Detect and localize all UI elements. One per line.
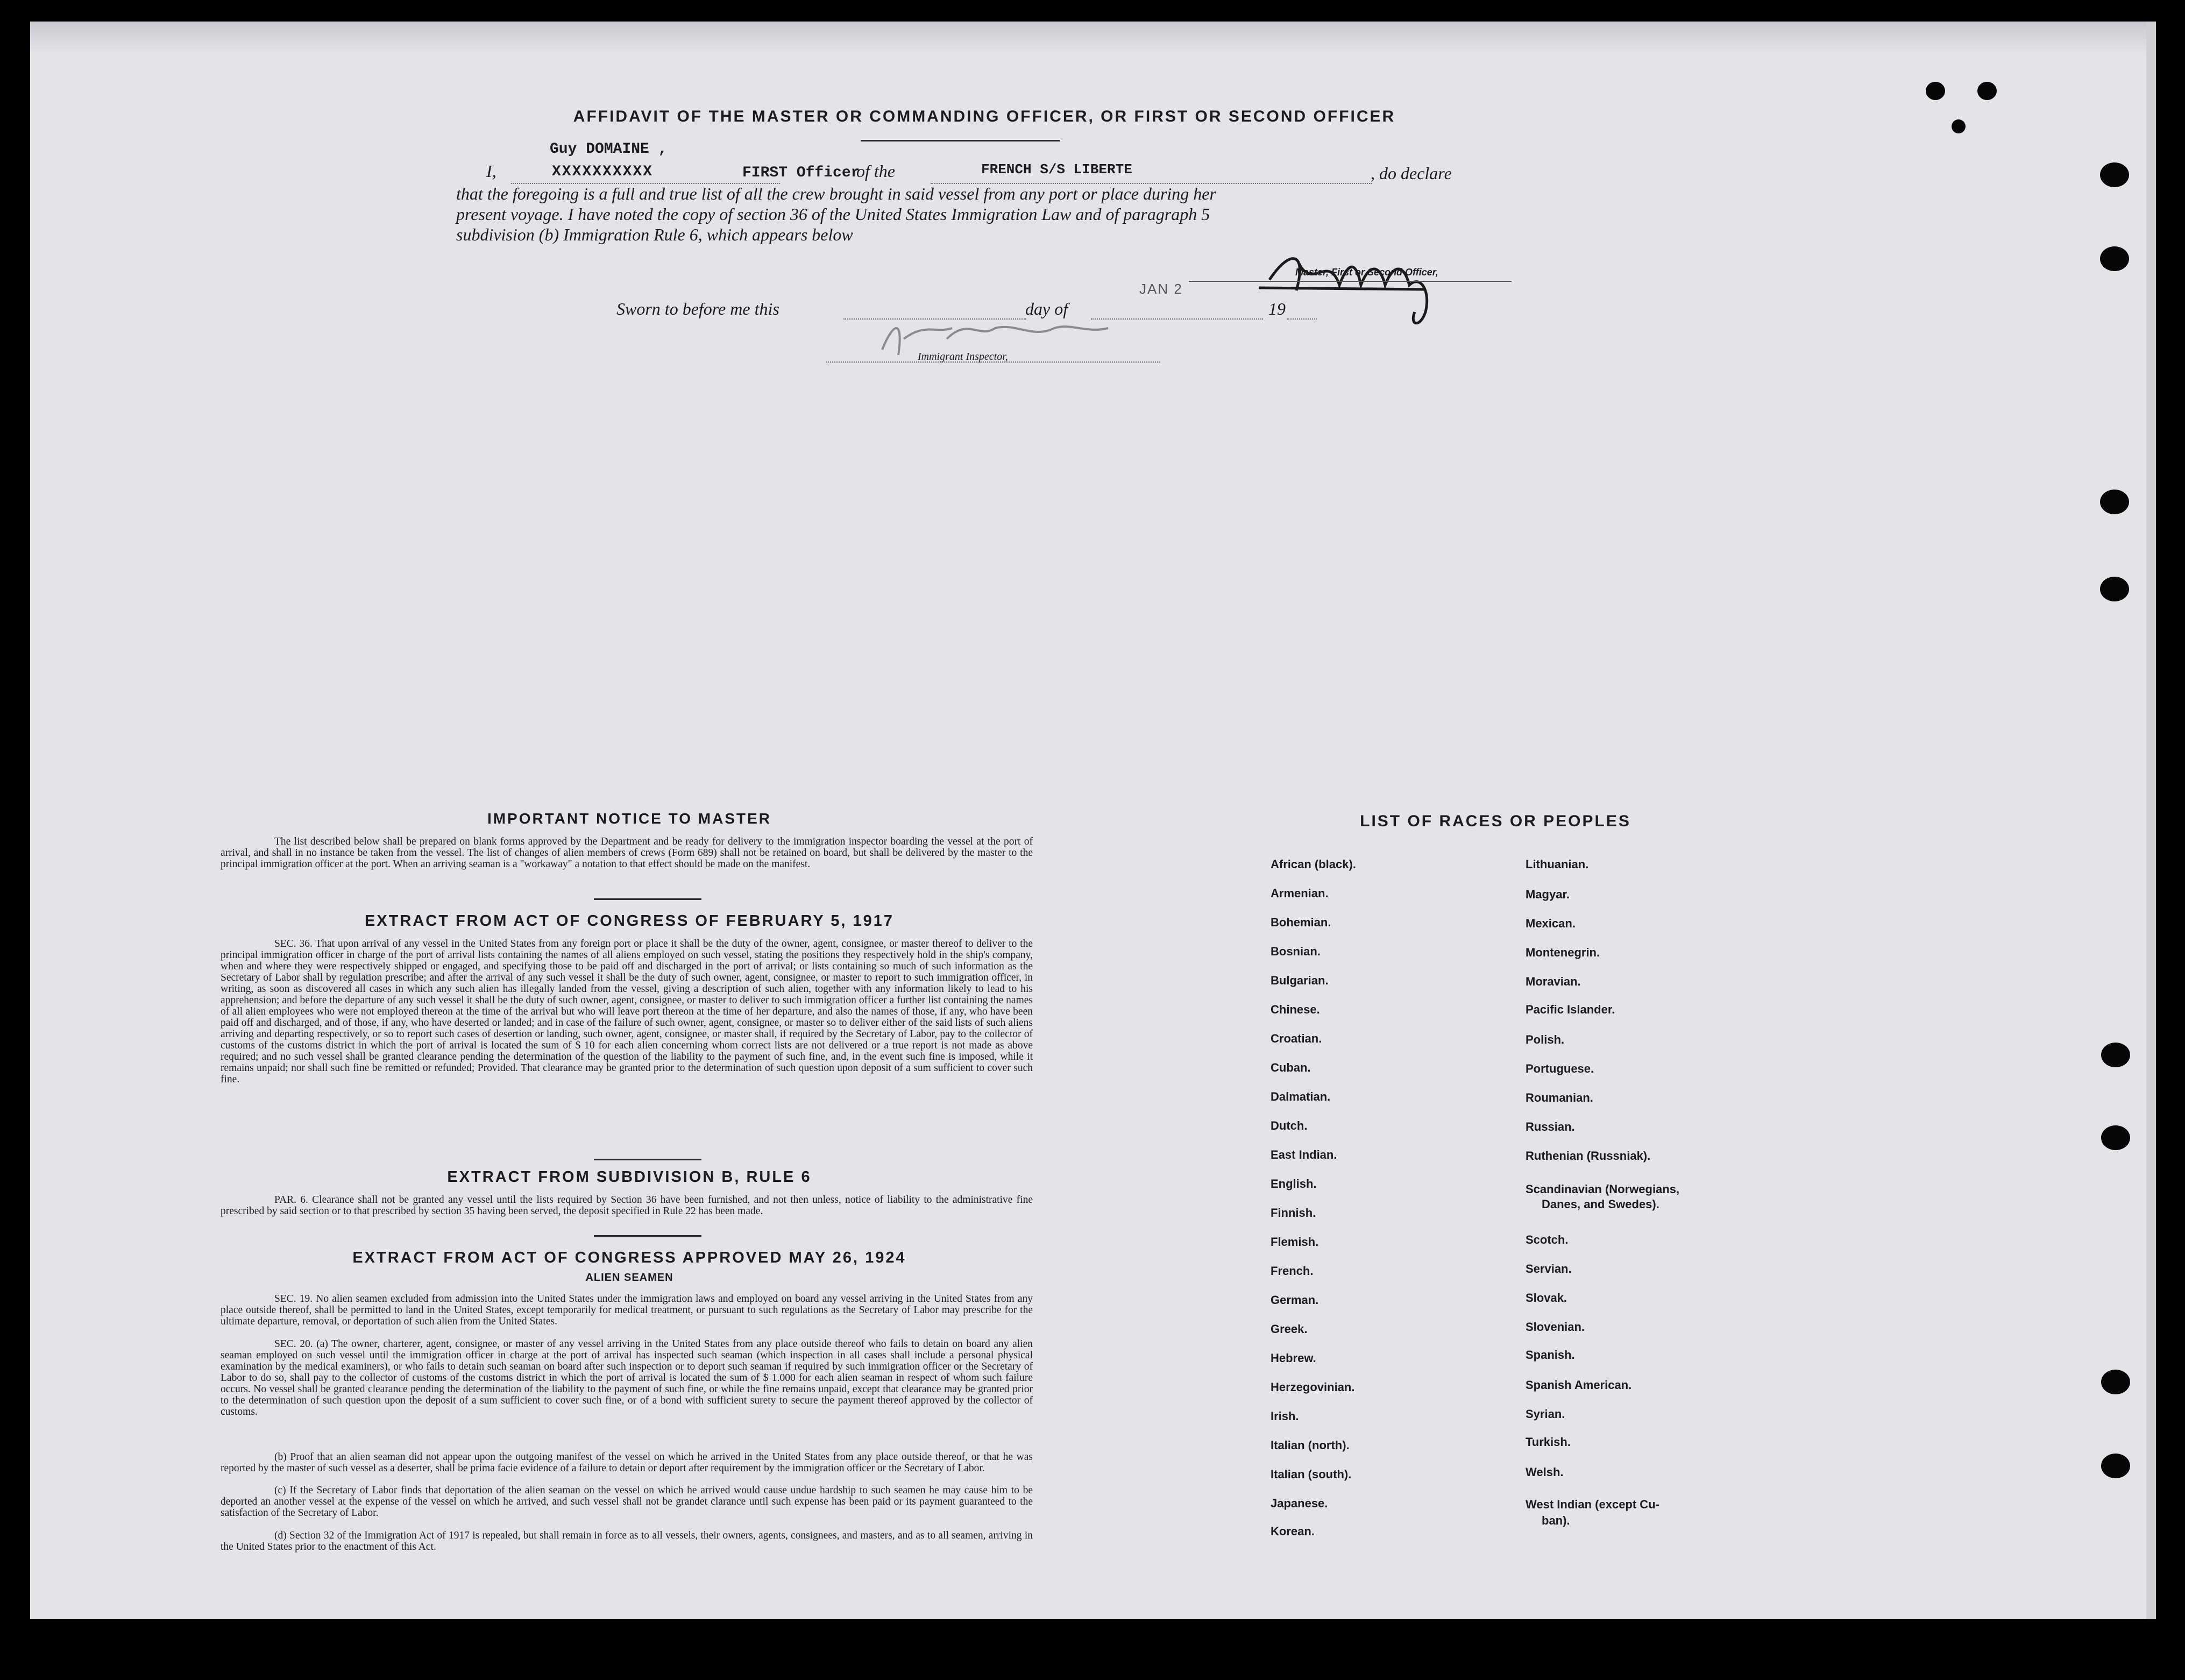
races-left-item: Bulgarian. (1271, 974, 1329, 987)
races-left-item: Japanese. (1271, 1497, 1328, 1510)
races-right-item: Spanish American. (1526, 1378, 1632, 1392)
signature-line (1189, 281, 1512, 282)
affidavit-line: present voyage. I have noted the copy of section 36 of the United States Immigration Law and of paragraph 5 (456, 204, 1210, 224)
races-left-item: Finnish. (1271, 1206, 1316, 1220)
races-right-item: Mexican. (1526, 917, 1576, 930)
punch-hole (2100, 162, 2129, 187)
punch-hole (2101, 1043, 2130, 1067)
races-left-item: African (black). (1271, 857, 1356, 871)
races-left-item: Italian (north). (1271, 1438, 1350, 1452)
races-right-item: Scotch. (1526, 1233, 1569, 1246)
races-left-item: Bosnian. (1271, 945, 1321, 958)
officer-name: Guy DOMAINE , (550, 141, 668, 158)
punch-hole (1926, 82, 1945, 100)
races-left-item: Armenian. (1271, 887, 1329, 900)
races-right-item: Slovak. (1526, 1291, 1567, 1305)
rule6-text: PAR. 6. Clearance shall not be granted any vessel until the lists required by Section 36 have been furnished, and not then unless, notice of liability to the administrative fine prescribed by said section or to that prescribed by section 35 having been served, the deposit specified in Rule 22 has been made. (221, 1194, 1033, 1217)
affidavit-line: that the foregoing is a full and true list of all the crew brought in said vessel from any port or place during her (456, 184, 1216, 203)
races-right-item: Roumanian. (1526, 1091, 1593, 1104)
races-right-item: Montenegrin. (1526, 946, 1600, 959)
races-right-item: Ruthenian (Russniak). (1526, 1149, 1651, 1162)
inspector-label: Immigrant Inspector, (918, 351, 1008, 363)
day-of-label: day of (1025, 299, 1068, 318)
divider (594, 1235, 701, 1237)
races-right-item: ban). (1542, 1514, 1570, 1527)
of-the-label: of the (856, 161, 895, 181)
page-edge (2146, 22, 2156, 1619)
races-right-item: Pacific Islander. (1526, 1003, 1615, 1016)
races-left-item: Greek. (1271, 1322, 1308, 1336)
punch-hole (1952, 119, 1966, 133)
races-left-item: Dalmatian. (1271, 1090, 1331, 1103)
races-right-item: Turkish. (1526, 1435, 1571, 1449)
races-left-item: Croatian. (1271, 1032, 1322, 1045)
rule6-title: EXTRACT FROM SUBDIVISION B, RULE 6 (447, 1168, 812, 1186)
races-left-item: French. (1271, 1264, 1314, 1278)
races-left-item: Flemish. (1271, 1235, 1319, 1249)
extract-1924-sec19: SEC. 19. No alien seamen excluded from admission into the United States under the immigration laws and employed on board any vessel arriving in the United States from any place outside thereof, shall be permitted to land in the United States, except temporarily for medical treatment, or pursuant to such regulations as the Secretary of Labor may prescribe for the ultimate departure, removal, or deportation of such alien from the United States. (221, 1293, 1033, 1327)
extract-1924-subtitle: ALIEN SEAMEN (585, 1272, 673, 1284)
extract-1924-para-c: (c) If the Secretary of Labor finds that deportation of the alien seaman on the vessel on which he arrived would cause undue hardship to such seamen he may cause him to be deported an another vessel at the expense of the vessel on which he arrived, and such vessel shall not be grandet clarance until such expense has been paid or its payment guaranteed to the satisfaction of the Secretary of Labor. (221, 1485, 1033, 1519)
declarant-label: I, (486, 161, 496, 181)
extract-1917-text: SEC. 36. That upon arrival of any vessel in the United States from any foreign port or place it shall be the duty of the owner, agent, consignee, or master thereof to deliver to the principal immigration officer in charge of the port of arrival lists containing the names of all aliens employed on such vessel, stating the positions they respectively hold in the ship's company, when and where they were respectively shipped or engaged, and specifying those to be paid off and discharged in the port of arrival; or lists containing so much of such information as the Secretary of Labor shall by regulation prescribe; and after the arrival of any such vessel it shall be the duty of such owner, agent, consignee, or master to report to such immigration officer, in writing, as soon as discovered all cases in which any such alien has illegally landed from the vessel, giving a description of such alien, together with any information likely to lead to his apprehension; and before the departure of any such vessel it shall be the duty of such owner, agent, consignee, or master to deliver to such immigration officer a further list containing the names of all alien employees who were not employed thereon at the time of the arrival but who will leave port thereon at the time of her departure, and also the names of those, if any, who have been paid off and discharged, and of those, if any, who have deserted or landed; and in case of the failure of such owner, agent, consignee, or master so to deliver either of the said lists of such aliens arriving and departing respectively, or so to report such cases of desertion or landing, such owner, agent, consignee, or master shall, if required by the Secretary of Labor, pay to the collector of customs of the customs district in which the port of arrival is located the sum of $ 10 for each alien concerning whom correct lists are not delivered or a true report is not made as above required; and no such vessel shall be granted clearance pending the determination of the question of the liability to the payment of such fine, and, in the event such fine is imposed, while it remains unpaid; nor shall such fine be remitted or refunded; Provided. That clearance may be granted prior to the determination of such question upon deposit of a sum sufficient to cover such fine. (221, 938, 1033, 1085)
races-left-item: Herzegovinian. (1271, 1380, 1355, 1394)
do-declare-label: , do declare (1371, 164, 1452, 183)
extract-1924-para-b: (b) Proof that an alien seaman did not appear upon the outgoing manifest of the vessel on which he arrived in the United States from any place outside thereof, or that he was reported by the master of such vessel as a deserter, shall be prima facie evidence of a failure to detain or deport after requirement by the immigration officer or the Secretary of Labor. (221, 1451, 1033, 1474)
races-left-item: East Indian. (1271, 1148, 1337, 1161)
divider (594, 1159, 701, 1160)
extract-1924-sec20: SEC. 20. (a) The owner, charterer, agent, consignee, or master of any vessel arriving in the United States from any place outside thereof who fails to detain on board any alien seaman employed on such vessel until the immigration officer in charge at the port of arrival has inspected such seaman (which inspection in all cases shall include a personal physical examination by the medical examiners), or who fails to detain such seaman on board after such inspection or to deport such seaman if required by such immigration officer or the Secretary of Labor to do so, shall pay to the collector of customs of the customs district in which the port of arrival is located the sum of $ 1.000 for each alien seaman in respect of whom such failure occurs. No vessel shall be granted clearance pending the determination of the liability to the payment of such fine, or while the fine remains unpaid, except that clearance may be granted prior to the determination of such question upon the deposit of a sum sufficient to cover such fine, or of a bond with sufficient surety to secure the payment thereof approved by the collector of customs. (221, 1338, 1033, 1417)
races-right-item: Moravian. (1526, 975, 1581, 988)
affidavit-line: subdivision (b) Immigration Rule 6, which appears below (456, 225, 853, 244)
races-right-item: West Indian (except Cu- (1526, 1498, 1659, 1511)
races-left-item: Irish. (1271, 1409, 1299, 1423)
races-right-item: Lithuanian. (1526, 857, 1589, 871)
notice-title: IMPORTANT NOTICE TO MASTER (487, 810, 772, 827)
races-right-item: Portuguese. (1526, 1062, 1594, 1075)
sworn-label: Sworn to before me this (616, 299, 779, 318)
races-left-item: English. (1271, 1177, 1317, 1190)
races-left-item: Dutch. (1271, 1119, 1308, 1132)
punch-hole (2100, 246, 2129, 271)
inspector-signature (861, 301, 1162, 366)
vessel-name: FRENCH S/S LIBERTE (981, 161, 1132, 178)
races-right-item: Slovenian. (1526, 1320, 1585, 1334)
notice-text: The list described below shall be prepared on blank forms approved by the Department and be ready for delivery to the immigration inspector boarding the vessel at the port of arrival, and shall in no instance be taken from the vessel. The list of changes of alien members of crews (Form 689) shall not be retained on board, but shall be delivered by the master to the principal immigration officer at the port. When an arriving seaman is a "workaway" a notation to that effect should be made on the manifest. (221, 836, 1033, 870)
punch-hole (2101, 1370, 2130, 1394)
signature-caption: Master, First or Second Officer, (1295, 267, 1438, 278)
races-right-item: Russian. (1526, 1120, 1575, 1133)
races-left-item: Bohemian. (1271, 916, 1331, 929)
races-right-item: Welsh. (1526, 1465, 1564, 1479)
races-right-item: Scandinavian (Norwegians, (1526, 1182, 1680, 1196)
affidavit-title: AFFIDAVIT OF THE MASTER OR COMMANDING OFFICER, OR FIRST OR SECOND OFFICER (573, 108, 1396, 125)
date-stamp: JAN 2 (1139, 281, 1183, 297)
races-right-item: Polish. (1526, 1033, 1565, 1046)
races-right-item: Danes, and Swedes). (1542, 1197, 1659, 1211)
races-title: LIST OF RACES OR PEOPLES (1360, 812, 1631, 830)
punch-hole (2100, 577, 2129, 601)
extract-1924-para-d: (d) Section 32 of the Immigration Act of 1917 is repealed, but shall remain in force as to all vessels, their owners, agents, consignees, and masters, and as to all seamen, arriving in the United States prior to the enactment of this Act. (221, 1530, 1033, 1553)
races-right-item: Syrian. (1526, 1407, 1565, 1421)
races-right-item: Servian. (1526, 1262, 1572, 1275)
races-left-item: Cuban. (1271, 1061, 1311, 1074)
punch-hole (2100, 490, 2129, 514)
divider (861, 140, 1060, 141)
officer-rank: FIRST Officer (742, 165, 860, 181)
races-left-item: Chinese. (1271, 1003, 1320, 1016)
punch-hole (2101, 1125, 2130, 1150)
races-left-item: Italian (south). (1271, 1468, 1352, 1481)
struck-out-text: XXXXXXXXXX (552, 164, 654, 180)
page-shadow (30, 22, 2156, 54)
races-left-item: German. (1271, 1293, 1319, 1307)
races-right-item: Spanish. (1526, 1348, 1575, 1362)
races-right-item: Magyar. (1526, 888, 1570, 901)
year-label: 19 (1268, 299, 1286, 318)
fill-line (1287, 318, 1317, 320)
punch-hole (2101, 1454, 2130, 1478)
races-left-item: Korean. (1271, 1525, 1315, 1538)
punch-hole (1977, 82, 1997, 100)
races-left-item: Hebrew. (1271, 1351, 1316, 1365)
extract-1924-title: EXTRACT FROM ACT OF CONGRESS APPROVED MAY 26, 1924 (352, 1249, 906, 1266)
extract-1917-title: EXTRACT FROM ACT OF CONGRESS OF FEBRUARY 5, 1917 (364, 912, 895, 930)
divider (594, 898, 701, 900)
